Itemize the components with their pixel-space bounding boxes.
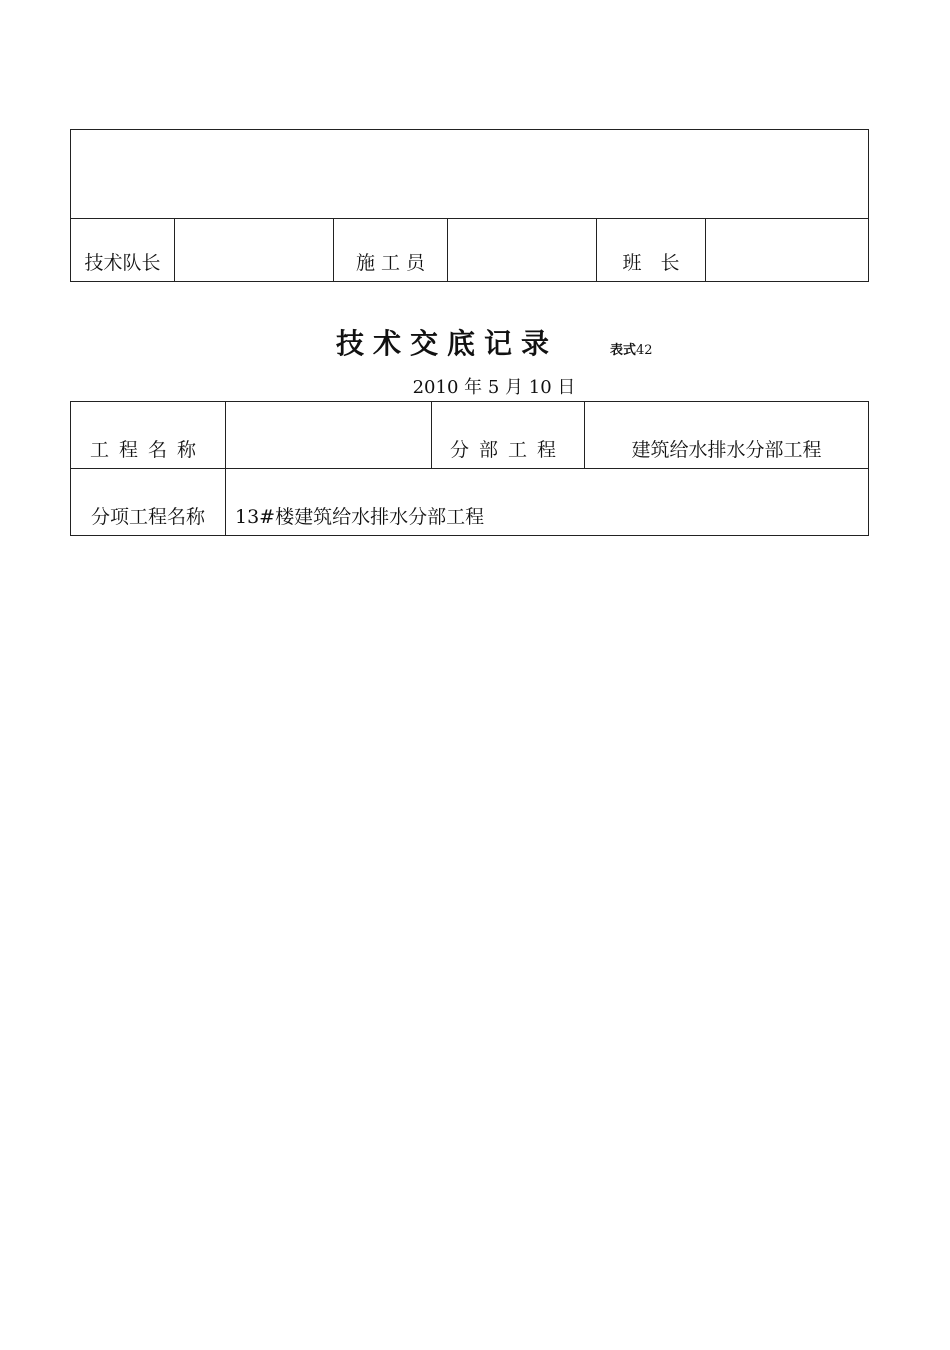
project-info-table (70, 401, 869, 536)
signature-blank-row (71, 130, 869, 219)
construction-worker-label: 施 工 员 (334, 219, 448, 282)
tech-leader-label: 技术队长 (71, 219, 175, 282)
signature-row (71, 219, 869, 282)
team-leader-label: 班 长 (597, 219, 706, 282)
project-name-label: 工程名称 (71, 402, 226, 469)
subitem-value[interactable]: 13#楼建筑给水排水分部工程 (226, 469, 869, 536)
signature-blank-cell (71, 130, 869, 219)
page-title: 技术交底记录 (336, 327, 559, 360)
subitem-row (71, 469, 869, 536)
division-label: 分部工程 (432, 402, 585, 469)
project-name-field[interactable] (226, 402, 432, 469)
signature-table (70, 129, 869, 282)
form-number-prefix: 表式 (610, 343, 637, 358)
title-row (0, 322, 950, 366)
division-value[interactable]: 建筑给水排水分部工程 (585, 402, 869, 469)
project-row (71, 402, 869, 469)
team-leader-field[interactable] (706, 219, 869, 282)
subitem-label: 分项工程名称 (71, 469, 226, 536)
form-number (610, 339, 653, 358)
construction-worker-field[interactable] (448, 219, 597, 282)
tech-leader-field[interactable] (175, 219, 334, 282)
record-date: 2010 年 5 月 10 日 (412, 377, 576, 398)
form-number-value: 42 (636, 343, 653, 358)
